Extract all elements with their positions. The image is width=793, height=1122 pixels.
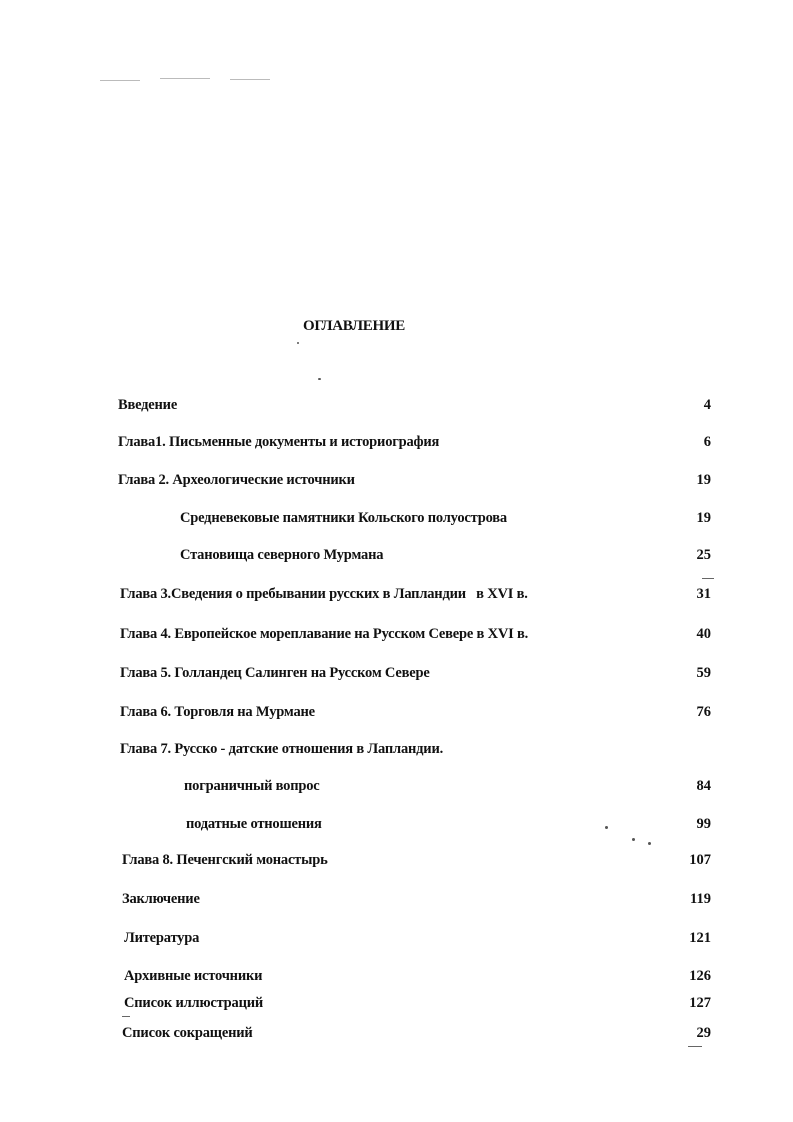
- toc-subentry: [0, 510, 793, 530]
- toc-entry: [0, 397, 793, 417]
- toc-entry-label: Глава1. Письменные документы и историография: [118, 434, 440, 450]
- toc-entry-label: Глава 8. Печенгский монастырь: [122, 852, 328, 868]
- scan-line-mark: [100, 80, 140, 81]
- scan-line-mark: [122, 1016, 130, 1017]
- toc-entry-page: 31: [696, 586, 711, 602]
- toc-entry-page: 119: [690, 891, 711, 907]
- toc-entry-label: Средневековые памятники Кольского полуострова: [180, 510, 507, 526]
- toc-entry-label: Архивные источники: [124, 968, 263, 984]
- toc-entry: [0, 930, 793, 950]
- toc-entry-label: Литература: [124, 930, 200, 946]
- toc-entry-label: Глава 5. Голландец Салинген на Русском Севере: [120, 665, 430, 681]
- toc-entry-label: Список сокращений: [122, 1025, 253, 1041]
- page-title: ОГЛАВЛЕНИЕ: [303, 318, 405, 334]
- toc-entry-label: Список иллюстраций: [124, 995, 264, 1011]
- toc-entry-label: Глава 6. Торговля на Мурмане: [120, 704, 315, 720]
- toc-entry-page: 107: [689, 852, 711, 868]
- scan-line-mark: [160, 78, 210, 79]
- toc-entry-label: Глава 4. Европейское мореплавание на Русском Севере в XVI в.: [120, 626, 529, 642]
- toc-entry: [0, 472, 793, 492]
- scan-speck: [632, 838, 635, 841]
- toc-entry: [0, 1025, 793, 1045]
- toc-entry-page: 6: [703, 434, 711, 450]
- toc-entry: [0, 995, 793, 1015]
- toc-entry: [0, 586, 793, 606]
- toc-entry-label: Глава 2. Археологические источники: [118, 472, 355, 488]
- scan-line-mark: [702, 578, 714, 579]
- toc-entry-page: 4: [703, 397, 711, 413]
- toc-entry-page: 29: [696, 1025, 711, 1041]
- toc-entry-page: 126: [689, 968, 711, 984]
- toc-entry-page: 59: [696, 665, 711, 681]
- toc-entry: [0, 968, 793, 988]
- toc-subentry: [0, 547, 793, 567]
- toc-subentry: [0, 816, 793, 836]
- toc-entry: [0, 741, 793, 761]
- toc-entry-label: Глава 3.Сведения о пребывании русских в Лапландии в XVI в.: [120, 586, 528, 602]
- toc-entry-label: Заключение: [122, 891, 200, 907]
- toc-entry-page: 19: [696, 472, 711, 488]
- toc-entry-label: Введение: [118, 397, 178, 413]
- toc-entry-page: 40: [696, 626, 711, 642]
- toc-entry-label: податные отношения: [186, 816, 322, 832]
- toc-entry: [0, 704, 793, 724]
- toc-entry-page: 127: [689, 995, 711, 1011]
- toc-entry-page: 19: [696, 510, 711, 526]
- toc-entry: [0, 434, 793, 454]
- scan-line-mark: [688, 1046, 702, 1047]
- toc-entry: [0, 665, 793, 685]
- toc-entry-label: Глава 7. Русско - датские отношения в Лапландии.: [120, 741, 444, 757]
- toc-entry-page: 121: [689, 930, 711, 946]
- scan-speck: [648, 842, 651, 845]
- toc-entry: [0, 626, 793, 646]
- toc-entry-page: 99: [696, 816, 711, 832]
- toc-subentry: [0, 778, 793, 798]
- toc-entry-label: пограничный вопрос: [184, 778, 320, 794]
- toc-entry-page: 76: [696, 704, 711, 720]
- toc-entry: [0, 891, 793, 911]
- toc-entry: [0, 852, 793, 872]
- scan-line-mark: [230, 79, 270, 80]
- scan-speck: [318, 378, 321, 380]
- scan-speck: [297, 342, 299, 344]
- toc-entry-page: 84: [696, 778, 711, 794]
- toc-entry-page: 25: [696, 547, 711, 563]
- toc-entry-label: Становища северного Мурмана: [180, 547, 384, 563]
